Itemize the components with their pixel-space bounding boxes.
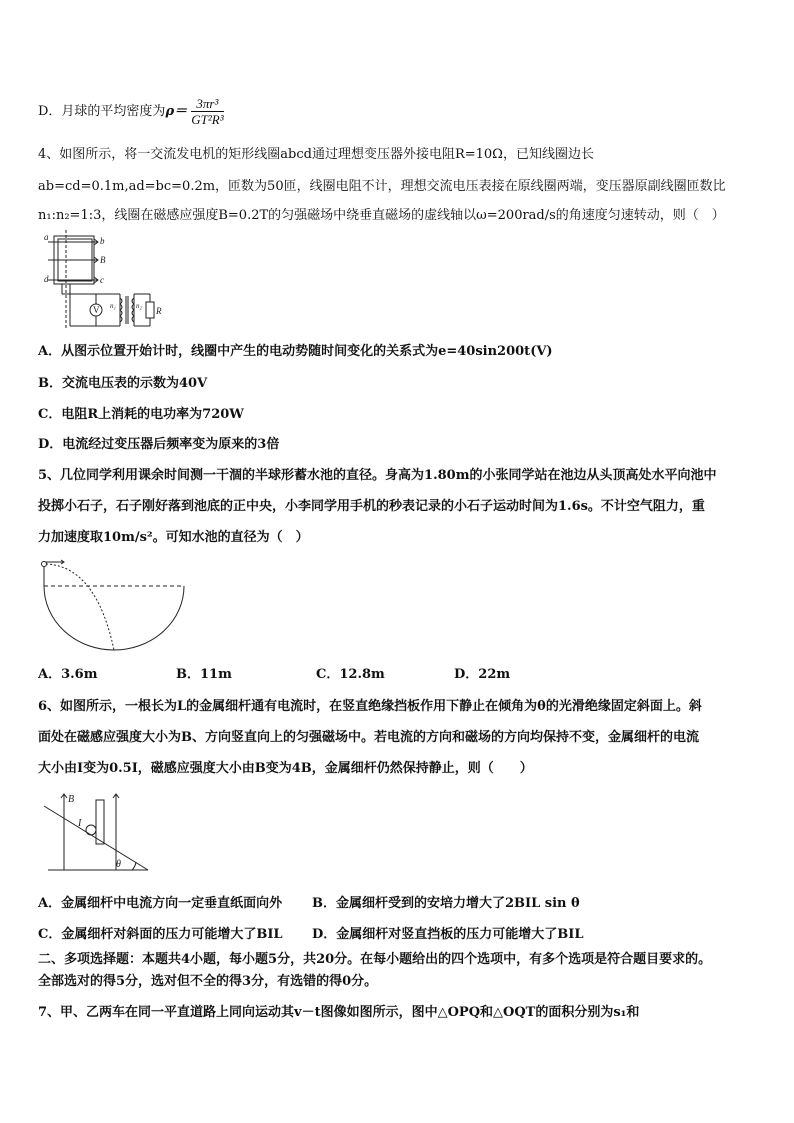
q4-option-a: A．从图示位置开始计时，线圈中产生的电动势随时间变化的关系式为e=40sin200t(V) <box>38 344 553 359</box>
q6-option-b: B．金属细杆受到的安培力增大了2BIL sin θ <box>312 896 580 911</box>
q6-stem-line3: 大小由I变为0.5I，磁感应强度大小由B变为4B，金属细杆仍然保持静止，则（ ） <box>38 761 533 776</box>
q5-stem-line1: 5、几位同学利用课余时间测一干涸的半球形蓄水池的直径。身高为1.80m的小张同学站在池边从头顶高处水平向池中 <box>38 468 717 483</box>
q5-stem-line2: 投掷小石子，石子刚好落到池底的正中央，小李同学用手机的秒表记录的小石子运动时间为1.6s。不计空气阻力，重 <box>38 499 705 514</box>
generator-transformer-figure <box>40 230 170 332</box>
q6-stem-line1: 6、如图所示，一根长为L的金属细杆通有电流时，在竖直绝缘挡板作用下静止在倾角为θ的光滑绝缘固定斜面上。斜 <box>38 699 702 714</box>
fig6-label-theta: θ <box>116 859 121 870</box>
q3d-rho: ρ＝ <box>165 104 188 119</box>
fig4-label-n2: n₂ <box>136 302 142 310</box>
fig4-label-V: V <box>93 305 100 315</box>
fig4-label-n1: n₁ <box>110 302 116 310</box>
section2-heading-line1: 二、多项选择题：本题共4小题，每小题5分，共20分。在每小题给出的四个选项中，有多个选项是符合题目要求的。 <box>38 952 712 967</box>
fraction-numerator: 3πr³ <box>191 96 223 112</box>
fig4-label-B: B <box>100 255 106 265</box>
fig6-label-I: I <box>78 818 82 829</box>
fig4-label-b: b <box>100 236 105 246</box>
q4-stem-line2: ab=cd=0.1m,ad=bc=0.2m，匝数为50匝，线圈电阻不计，理想交流电压表接在原线圈两端，变压器原副线圈匝数比 <box>38 179 726 194</box>
q4-option-c: C．电阻R上消耗的电功率为720W <box>38 407 244 422</box>
hemisphere-pool-figure <box>38 558 188 654</box>
fraction-denominator: GT²R³ <box>191 112 224 127</box>
q5-option-d: D．22m <box>454 667 511 682</box>
q5-option-a: A．3.6m <box>38 667 98 682</box>
q5-option-b: B．11m <box>176 667 232 682</box>
fig4-label-a: a <box>44 232 49 242</box>
q4-stem-line3: n₁:n₂=1:3，线圈在磁感应强度B=0.2T的匀强磁场中绕垂直磁场的虚线轴以ω=200rad/s的角速度匀速转动，则（ ） <box>38 208 725 223</box>
q4-stem-line1: 4、如图所示，将一交流发电机的矩形线圈abcd通过理想变压器外接电阻R=10Ω，已知线圈边长 <box>38 147 594 162</box>
fig4-label-d: d <box>44 274 49 284</box>
q6-option-d: D．金属细杆对竖直挡板的压力可能增大了BIL <box>312 927 584 942</box>
q6-option-c: C．金属细杆对斜面的压力可能增大了BIL <box>38 927 283 942</box>
incline-rod-figure <box>40 790 152 872</box>
fig6-label-B: B <box>68 794 75 805</box>
q5-option-c: C．12.8m <box>316 667 385 682</box>
q4-option-d: D．电流经过变压器后频率变为原来的3倍 <box>38 437 280 452</box>
q3d-label: D．月球的平均密度为 <box>38 104 166 119</box>
q7-stem-line1: 7、甲、乙两车在同一平直道路上同向运动其v－t图像如图所示，图中△OPQ和△OQT的面积分别为s₁和 <box>38 1005 640 1020</box>
fig4-label-R: R <box>156 306 162 316</box>
q4-option-b: B．交流电压表的示数为40V <box>38 376 208 391</box>
q5-stem-line3: 力加速度取10m/s²。可知水池的直径为（ ） <box>38 530 309 545</box>
q6-option-a: A．金属细杆中电流方向一定垂直纸面向外 <box>38 896 283 911</box>
q3-option-d <box>38 96 224 127</box>
q6-stem-line2: 面处在磁感应强度大小为B、方向竖直向上的匀强磁场中。若电流的方向和磁场的方向均保持不变，金属细杆的电流 <box>38 730 699 745</box>
density-fraction <box>191 96 223 127</box>
fig4-label-c: c <box>100 275 104 285</box>
section2-heading-line2: 全部选对的得5分，选对但不全的得3分，有选错的得0分。 <box>38 974 378 989</box>
